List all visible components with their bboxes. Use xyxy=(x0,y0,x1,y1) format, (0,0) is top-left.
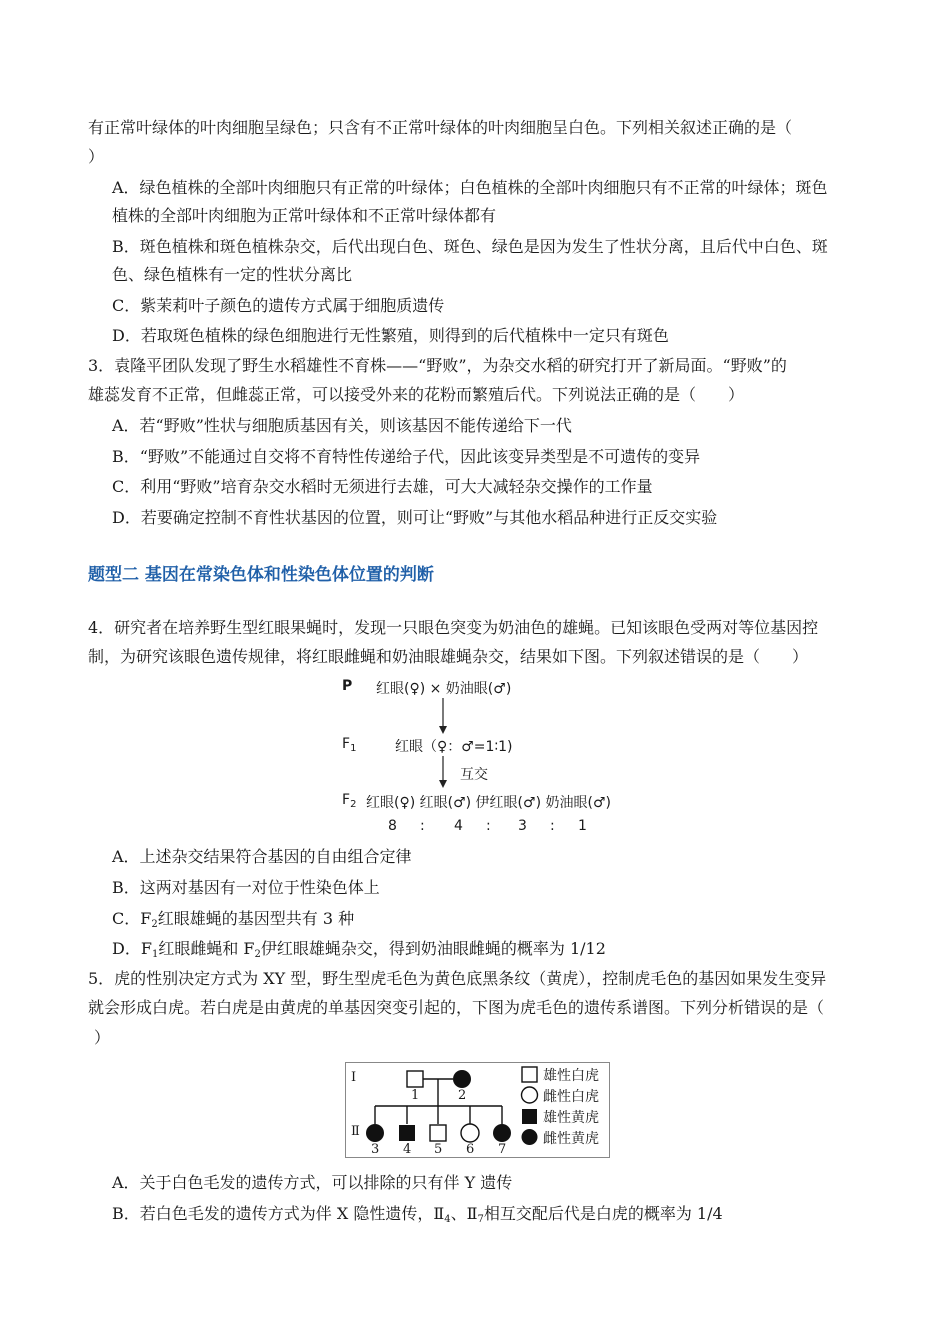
legend-yellow-female-circle xyxy=(522,1129,538,1145)
ratio-sep-3: : xyxy=(550,818,555,834)
q2-stem-line1: 有正常叶绿体的叶肉细胞呈绿色；只含有不正常叶绿体的叶肉细胞呈白色。下列相关叙述正确的是（ xyxy=(88,118,793,137)
q5-stem-line1: 5．虎的性别决定方式为 XY 型，野生型虎毛色为黄色底黑条纹（黄虎），控制虎毛色的基因如果发生变异 xyxy=(88,969,827,988)
q4-stem-line2: 制，为研究该眼色遗传规律，将红眼雌蝇和奶油眼雄蝇杂交，结果如下图。下列叙述错误的是（ ） xyxy=(88,647,809,666)
q2-option-a-line1: A．绿色植株的全部叶肉细胞只有正常的叶绿体；白色植株的全部叶肉细胞只有不正常的叶绿体；斑色 xyxy=(112,178,828,197)
pedigree-chart xyxy=(345,1062,610,1158)
individual-5-number: 5 xyxy=(434,1142,443,1157)
ratio-sep-1: : xyxy=(420,818,425,834)
legend-yellow-female-label: 雌性黄虎 xyxy=(543,1131,599,1147)
q3-stem-line2: 雄蕊发育不正常，但雌蕊正常，可以接受外来的花粉而繁殖后代。下列说法正确的是（ ） xyxy=(88,385,745,404)
f1-text: 红眼（♀：♂=1∶1) xyxy=(395,739,513,755)
individual-4-square xyxy=(399,1125,415,1141)
generation-2-label: Ⅱ xyxy=(351,1124,360,1139)
q2-option-b-line2: 色、绿色植株有一定的性状分离比 xyxy=(112,265,353,284)
individual-3-number: 3 xyxy=(371,1142,380,1157)
cross-diagram xyxy=(340,676,630,836)
q3-stem-line1: 3．袁隆平团队发现了野生水稻雄性不育株——“野败”，为杂交水稻的研究打开了新局面。“野败”的 xyxy=(88,356,787,375)
legend-white-male-label: 雄性白虎 xyxy=(543,1068,599,1084)
q3-option-a: A．若“野败”性状与细胞质基因有关，则该基因不能传递给下一代 xyxy=(112,416,572,435)
legend-yellow-male-label: 雄性黄虎 xyxy=(543,1110,599,1126)
individual-5-square xyxy=(430,1125,446,1141)
q5-option-b: B．若白色毛发的遗传方式为伴 X 隐性遗传，$Ⅱ_4$、$Ⅱ_7$相互交配后代是白虎的概率为 1/4 xyxy=(112,1204,723,1225)
individual-7-number: 7 xyxy=(498,1142,507,1157)
legend-yellow-male-square xyxy=(522,1109,537,1124)
individual-1-number: 1 xyxy=(411,1088,420,1103)
generation-1-label: Ⅰ xyxy=(351,1070,357,1085)
section-title: 题型二 基因在常染色体和性染色体位置的判断 xyxy=(88,565,434,585)
individual-1-square xyxy=(407,1071,423,1087)
ratio-sep-2: : xyxy=(486,818,491,834)
individual-3-circle xyxy=(366,1124,384,1142)
individual-6-number: 6 xyxy=(466,1142,475,1157)
q2-option-c: C．紫茉莉叶子颜色的遗传方式属于细胞质遗传 xyxy=(112,296,445,315)
f1-label: $F_1$ xyxy=(342,736,357,754)
individual-4-number: 4 xyxy=(403,1142,412,1157)
f2-label: $F_2$ xyxy=(342,792,357,810)
legend-white-female-label: 雌性白虎 xyxy=(543,1089,599,1105)
q5-option-a: A．关于白色毛发的遗传方式，可以排除的只有伴 Y 遗传 xyxy=(112,1173,513,1192)
q5-stem-line3: ） xyxy=(94,1028,111,1047)
q2-option-b-line1: B．斑色植株和斑色植株杂交，后代出现白色、斑色、绿色是因为发生了性状分离，且后代中白色、斑 xyxy=(112,237,828,256)
q4-option-d: D．$F_1$红眼雌蝇和 $F_2$伊红眼雄蝇杂交，得到奶油眼雌蝇的概率为 1/12 xyxy=(112,939,606,960)
q3-option-b: B．“野败”不能通过自交将不育特性传递给子代，因此该变异类型是不可遗传的变异 xyxy=(112,447,701,466)
q4-option-c: C．$F_2$红眼雄蝇的基因型共有 3 种 xyxy=(112,909,355,930)
cross-arrows xyxy=(340,676,630,836)
p-label: P xyxy=(342,678,353,694)
q3-option-d: D．若要确定控制不育性状基因的位置，则可让“野败”与其他水稻品种进行正反交实验 xyxy=(112,508,718,527)
q3-option-c: C．利用“野败”培育杂交水稻时无须进行去雄，可大大减轻杂交操作的工作量 xyxy=(112,477,653,496)
q2-option-d: D．若取斑色植株的绿色细胞进行无性繁殖，则得到的后代植株中一定只有斑色 xyxy=(112,326,669,345)
reciprocal-cross-label: 互交 xyxy=(460,767,488,783)
p-cross-text: 红眼(♀) × 奶油眼(♂) xyxy=(376,681,512,697)
ratio-3: 3 xyxy=(518,818,527,834)
legend-white-female-circle xyxy=(522,1087,538,1103)
legend-white-male-square xyxy=(522,1067,537,1082)
q2-option-a-line2: 植株的全部叶肉细胞为正常叶绿体和不正常叶绿体都有 xyxy=(112,206,497,225)
ratio-2: 4 xyxy=(454,818,463,834)
individual-6-circle xyxy=(461,1124,479,1142)
individual-7-circle xyxy=(493,1124,511,1142)
q4-option-a: A．上述杂交结果符合基因的自由组合定律 xyxy=(112,847,412,866)
individual-2-number: 2 xyxy=(458,1088,467,1103)
q2-stem-line2: ） xyxy=(88,147,105,166)
individual-2-circle xyxy=(453,1070,471,1088)
q4-stem-line1: 4．研究者在培养野生型红眼果蝇时，发现一只眼色突变为奶油色的雄蝇。已知该眼色受两对等位基因控 xyxy=(88,618,819,637)
q5-stem-line2: 就会形成白虎。若白虎是由黄虎的单基因突变引起的，下图为虎毛色的遗传系谱图。下列分析错误的是（ xyxy=(88,998,825,1017)
f2-text: 红眼(♀) 红眼(♂) 伊红眼(♂) 奶油眼(♂) xyxy=(366,795,611,811)
ratio-4: 1 xyxy=(578,818,587,834)
q4-option-b: B．这两对基因有一对位于性染色体上 xyxy=(112,878,380,897)
ratio-1: 8 xyxy=(388,818,397,834)
